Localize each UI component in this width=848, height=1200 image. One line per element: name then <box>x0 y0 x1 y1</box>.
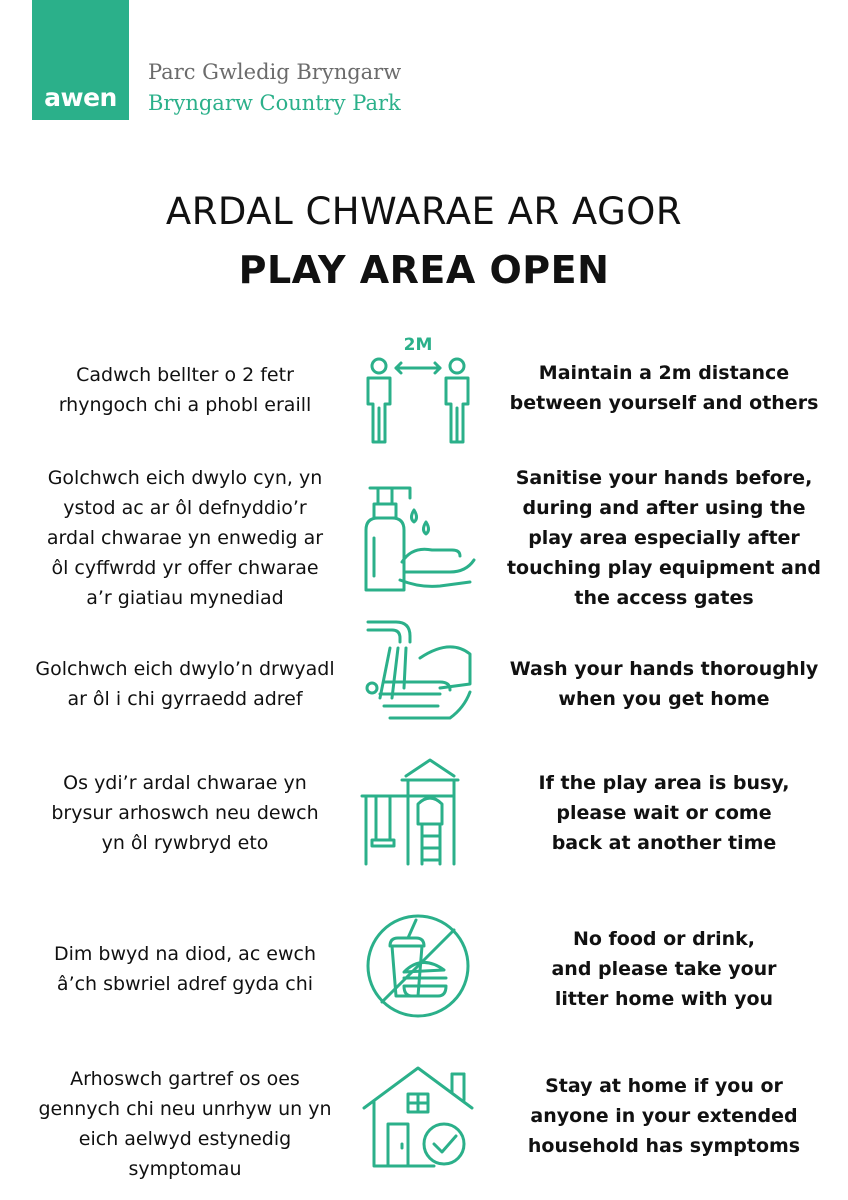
park-name-welsh: Parc Gwledig Bryngarw <box>148 60 402 84</box>
text-line: litter home with you <box>554 988 774 1010</box>
text-line: play area especially after <box>528 527 800 549</box>
distance-label: 2M <box>403 335 433 355</box>
rule-4-english <box>486 768 842 858</box>
text-line: Arhoswch gartref os oes <box>70 1068 300 1090</box>
no-food-drink-icon <box>360 906 476 1022</box>
rule-5-welsh <box>20 939 350 999</box>
text-line: back at another time <box>551 832 777 854</box>
text-line: Sanitise your hands before, <box>515 467 813 489</box>
hand-sanitiser-icon <box>360 480 476 592</box>
text-line: Os ydi’r ardal chwarae yn <box>63 772 307 794</box>
text-line: rhyngoch chi a phobl eraill <box>58 394 312 416</box>
text-line: gennych chi neu unrhyw un yn <box>38 1098 332 1120</box>
text-line: Cadwch bellter o 2 fetr <box>76 364 294 386</box>
rule-6-welsh <box>20 1064 350 1184</box>
rule-1-english <box>486 358 842 418</box>
text-line: ar ôl i chi gyrraedd adref <box>67 688 303 710</box>
title-english: PLAY AREA OPEN <box>238 248 610 292</box>
text-line: ôl cyffwrdd yr offer chwarae <box>51 557 319 579</box>
text-line: ystod ac ar ôl defnyddio’r <box>63 497 307 519</box>
text-line: brysur arhoswch neu dewch <box>51 802 319 824</box>
rule-4-welsh <box>20 768 350 858</box>
text-line: No food or drink, <box>572 928 756 950</box>
stay-home-icon <box>360 1064 476 1168</box>
text-line: â’ch sbwriel adref gyda chi <box>56 973 314 995</box>
rule-5-english <box>486 924 842 1014</box>
text-line: eich aelwyd estynedig <box>78 1128 292 1150</box>
text-line: anyone in your extended <box>530 1105 798 1127</box>
playground-icon <box>360 756 476 868</box>
text-line: a’r giatiau mynediad <box>86 587 284 609</box>
rule-2-welsh <box>20 463 350 613</box>
text-line: Dim bwyd na diod, ac ewch <box>53 943 317 965</box>
awen-logo <box>32 0 129 120</box>
text-line: touching play equipment and <box>506 557 822 579</box>
text-line: ardal chwarae yn enwedig ar <box>46 527 324 549</box>
social-distance-icon <box>360 330 476 446</box>
rule-2-english <box>486 463 842 613</box>
rule-3-english <box>486 654 842 714</box>
text-line: If the play area is busy, <box>538 772 790 794</box>
text-line: Stay at home if you or <box>545 1075 783 1097</box>
park-name-english: Bryngarw Country Park <box>148 91 401 115</box>
rule-6-english <box>486 1071 842 1161</box>
text-line: Golchwch eich dwylo’n drwyadl <box>35 658 335 680</box>
text-line: when you get home <box>558 688 770 710</box>
text-line: please wait or come <box>556 802 772 824</box>
rule-1-welsh <box>20 360 350 420</box>
logo-wordmark: awen <box>44 83 117 112</box>
text-line: and please take your <box>551 958 777 980</box>
text-line: the access gates <box>574 587 754 609</box>
rule-3-welsh <box>20 654 350 714</box>
text-line: Golchwch eich dwylo cyn, yn <box>47 467 323 489</box>
text-line: household has symptoms <box>527 1135 801 1157</box>
text-line: during and after using the <box>522 497 806 519</box>
text-line: symptomau <box>128 1158 242 1180</box>
hand-washing-icon <box>360 618 476 722</box>
text-line: Wash your hands thoroughly <box>509 658 819 680</box>
text-line: between yourself and others <box>509 392 819 414</box>
text-line: yn ôl rywbryd eto <box>101 832 269 854</box>
text-line: Maintain a 2m distance <box>538 362 790 384</box>
title-welsh: ARDAL CHWARAE AR AGOR <box>165 190 683 233</box>
